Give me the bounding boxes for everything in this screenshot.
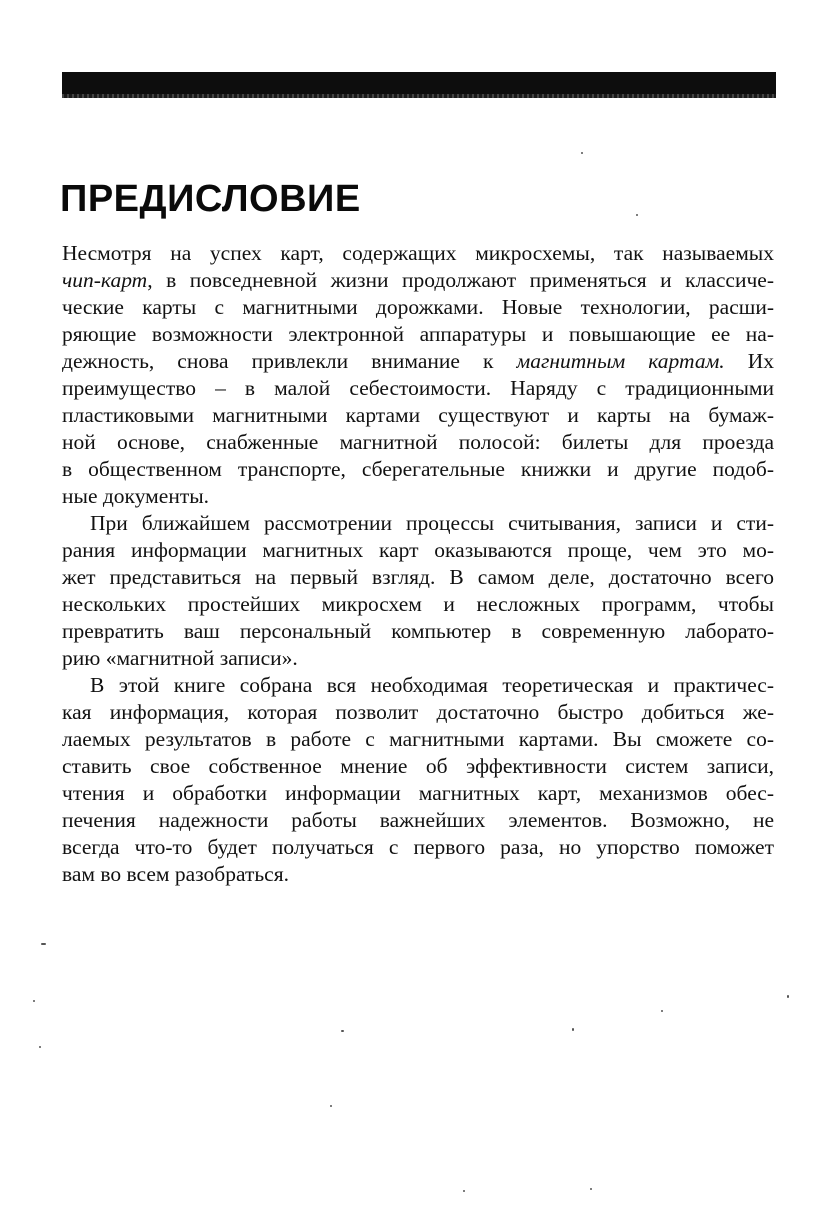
paragraph [62,672,774,888]
text-line: превратить ваш персональный компьютер в современную лаборато- [62,619,774,643]
text-line: преимущество – в малой себестоимости. Наряду с традиционными [62,376,774,400]
text-line: нескольких простейших микросхем и несложных программ, чтобы [62,592,774,616]
text-segment: , в повседневной жизни продолжают применяться и классиче- [147,268,774,292]
text-line: При ближайшем рассмотрении процессы считывания, записи и сти- [90,511,774,535]
text-line: рания информации магнитных карт оказываются проще, чем это мо- [62,538,774,562]
text-line: ной основе, снабженные магнитной полосой: билеты для проезда [62,430,774,454]
text-line: В этой книге собрана вся необходимая теоретическая и практичес- [90,673,774,697]
italic-term: магнитным картам. [516,349,725,373]
scan-speck [33,1000,35,1002]
text-line [62,348,774,375]
text-line: ные документы. [62,484,210,508]
scan-speck [787,995,789,998]
text-line: жет представиться на первый взгляд. В самом деле, достаточно всего [62,565,774,589]
scan-speck [661,1010,663,1012]
text-line: ряющие возможности электронной аппаратуры и повышающие ее на- [62,322,774,346]
text-line: всегда что-то будет получаться с первого раза, но упорство поможет [62,835,774,859]
text-line: чтения и обработки информации магнитных карт, механизмов обес- [62,781,774,805]
text-line: в общественном транспорте, сберегательные книжки и другие подоб- [62,457,774,481]
text-line: рию «магнитной записи». [62,646,298,670]
paragraph [62,510,774,672]
scan-speck [41,943,46,945]
page-title: ПРЕДИСЛОВИЕ [60,178,361,220]
scan-speck [39,1046,41,1048]
text-line: ставить свое собственное мнение об эффективности систем записи, [62,754,774,778]
scan-speck [330,1105,332,1107]
scan-speck [636,214,638,216]
italic-term: чип-карт [62,268,148,292]
scan-speck [590,1188,592,1190]
text-segment: дежность, снова привлекли внимание к [62,349,517,373]
paragraph [62,240,774,510]
text-line: ческие карты с магнитными дорожками. Новые технологии, расши- [62,295,774,319]
scan-speck [463,1190,465,1192]
text-line: пластиковыми магнитными картами существуют и карты на бумаж- [62,403,774,427]
body-text [62,240,774,888]
scan-speck [581,152,583,154]
scan-speck [572,1028,574,1031]
text-segment: Их [724,349,775,373]
text-line: лаемых результатов в работе с магнитными картами. Вы сможете со- [62,727,774,751]
text-line [62,267,774,294]
text-line: Несмотря на успех карт, содержащих микросхемы, так называемых [62,241,774,265]
text-line: кая информация, которая позволит достаточно быстро добиться же- [62,700,774,724]
scan-speck [341,1030,344,1032]
text-line: печения надежности работы важнейших элементов. Возможно, не [62,808,774,832]
header-rule-bar [62,72,776,98]
text-line: вам во всем разобраться. [62,862,289,886]
